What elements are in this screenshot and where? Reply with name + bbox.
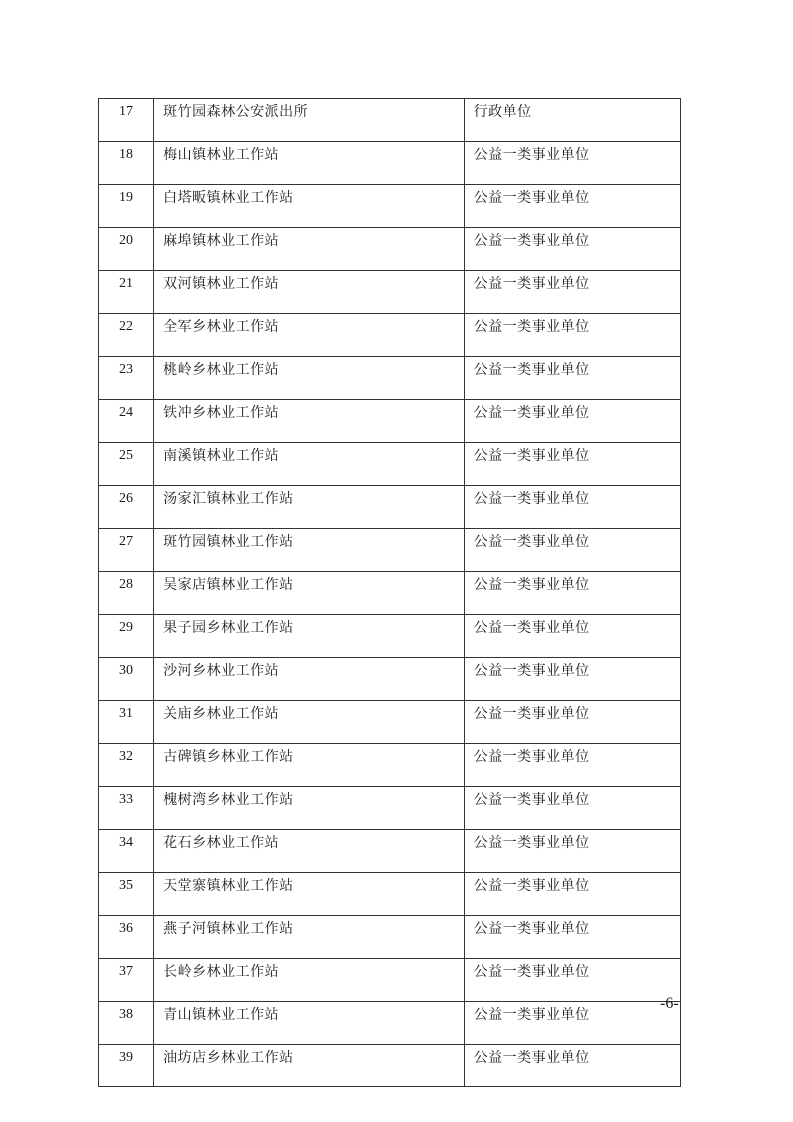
table-row	[99, 658, 681, 701]
unit-name: 斑竹园森林公安派出所	[154, 99, 465, 142]
row-number: 35	[99, 873, 154, 916]
unit-type: 公益一类事业单位	[464, 658, 680, 701]
unit-type: 公益一类事业单位	[464, 357, 680, 400]
row-number: 32	[99, 744, 154, 787]
unit-type: 公益一类事业单位	[464, 744, 680, 787]
row-number: 38	[99, 1002, 154, 1045]
row-number: 37	[99, 959, 154, 1002]
table-row	[99, 185, 681, 228]
table-row	[99, 916, 681, 959]
unit-type: 公益一类事业单位	[464, 142, 680, 185]
table-row	[99, 142, 681, 185]
row-number: 36	[99, 916, 154, 959]
table-row	[99, 744, 681, 787]
table-row	[99, 314, 681, 357]
unit-type: 公益一类事业单位	[464, 314, 680, 357]
table-row	[99, 99, 681, 142]
row-number: 30	[99, 658, 154, 701]
unit-type: 公益一类事业单位	[464, 615, 680, 658]
unit-type: 公益一类事业单位	[464, 1045, 680, 1087]
unit-type: 公益一类事业单位	[464, 486, 680, 529]
unit-name: 麻埠镇林业工作站	[154, 228, 465, 271]
unit-name: 天堂寨镇林业工作站	[154, 873, 465, 916]
table-row	[99, 228, 681, 271]
table-row	[99, 830, 681, 873]
unit-table	[98, 98, 681, 1087]
row-number: 26	[99, 486, 154, 529]
row-number: 29	[99, 615, 154, 658]
unit-type: 公益一类事业单位	[464, 443, 680, 486]
unit-name: 油坊店乡林业工作站	[154, 1045, 465, 1087]
row-number: 28	[99, 572, 154, 615]
table-row	[99, 959, 681, 1002]
unit-name: 青山镇林业工作站	[154, 1002, 465, 1045]
row-number: 34	[99, 830, 154, 873]
table-row	[99, 486, 681, 529]
table-row	[99, 701, 681, 744]
unit-name: 槐树湾乡林业工作站	[154, 787, 465, 830]
table-row	[99, 873, 681, 916]
unit-type: 公益一类事业单位	[464, 185, 680, 228]
unit-type: 公益一类事业单位	[464, 916, 680, 959]
unit-type: 行政单位	[464, 99, 680, 142]
table-row	[99, 615, 681, 658]
table-row	[99, 271, 681, 314]
unit-name: 梅山镇林业工作站	[154, 142, 465, 185]
unit-name: 古碑镇乡林业工作站	[154, 744, 465, 787]
table-row	[99, 572, 681, 615]
unit-name: 白塔畈镇林业工作站	[154, 185, 465, 228]
table-row	[99, 443, 681, 486]
unit-type: 公益一类事业单位	[464, 959, 680, 1002]
row-number: 24	[99, 400, 154, 443]
unit-name: 铁冲乡林业工作站	[154, 400, 465, 443]
unit-type: 公益一类事业单位	[464, 572, 680, 615]
unit-table-body	[99, 99, 681, 1087]
row-number: 17	[99, 99, 154, 142]
unit-type: 公益一类事业单位	[464, 271, 680, 314]
table-row	[99, 529, 681, 572]
unit-name: 燕子河镇林业工作站	[154, 916, 465, 959]
table-row	[99, 1045, 681, 1087]
table-row	[99, 1002, 681, 1045]
unit-type: 公益一类事业单位	[464, 228, 680, 271]
unit-name: 全军乡林业工作站	[154, 314, 465, 357]
unit-type: 公益一类事业单位	[464, 529, 680, 572]
unit-type: 公益一类事业单位	[464, 400, 680, 443]
row-number: 31	[99, 701, 154, 744]
unit-type: 公益一类事业单位	[464, 830, 680, 873]
row-number: 27	[99, 529, 154, 572]
unit-type: 公益一类事业单位	[464, 701, 680, 744]
row-number: 33	[99, 787, 154, 830]
row-number: 18	[99, 142, 154, 185]
unit-name: 南溪镇林业工作站	[154, 443, 465, 486]
unit-type: 公益一类事业单位	[464, 1002, 680, 1045]
row-number: 39	[99, 1045, 154, 1087]
row-number: 19	[99, 185, 154, 228]
unit-name: 沙河乡林业工作站	[154, 658, 465, 701]
unit-type: 公益一类事业单位	[464, 787, 680, 830]
unit-name: 桃岭乡林业工作站	[154, 357, 465, 400]
unit-name: 花石乡林业工作站	[154, 830, 465, 873]
table-row	[99, 400, 681, 443]
page-number: -6-	[660, 995, 679, 1012]
unit-type: 公益一类事业单位	[464, 873, 680, 916]
unit-name: 斑竹园镇林业工作站	[154, 529, 465, 572]
row-number: 21	[99, 271, 154, 314]
unit-name: 果子园乡林业工作站	[154, 615, 465, 658]
table-row	[99, 357, 681, 400]
unit-name: 汤家汇镇林业工作站	[154, 486, 465, 529]
table-row	[99, 787, 681, 830]
unit-name: 双河镇林业工作站	[154, 271, 465, 314]
unit-name: 长岭乡林业工作站	[154, 959, 465, 1002]
unit-name: 关庙乡林业工作站	[154, 701, 465, 744]
row-number: 25	[99, 443, 154, 486]
unit-name: 吴家店镇林业工作站	[154, 572, 465, 615]
row-number: 22	[99, 314, 154, 357]
row-number: 23	[99, 357, 154, 400]
row-number: 20	[99, 228, 154, 271]
